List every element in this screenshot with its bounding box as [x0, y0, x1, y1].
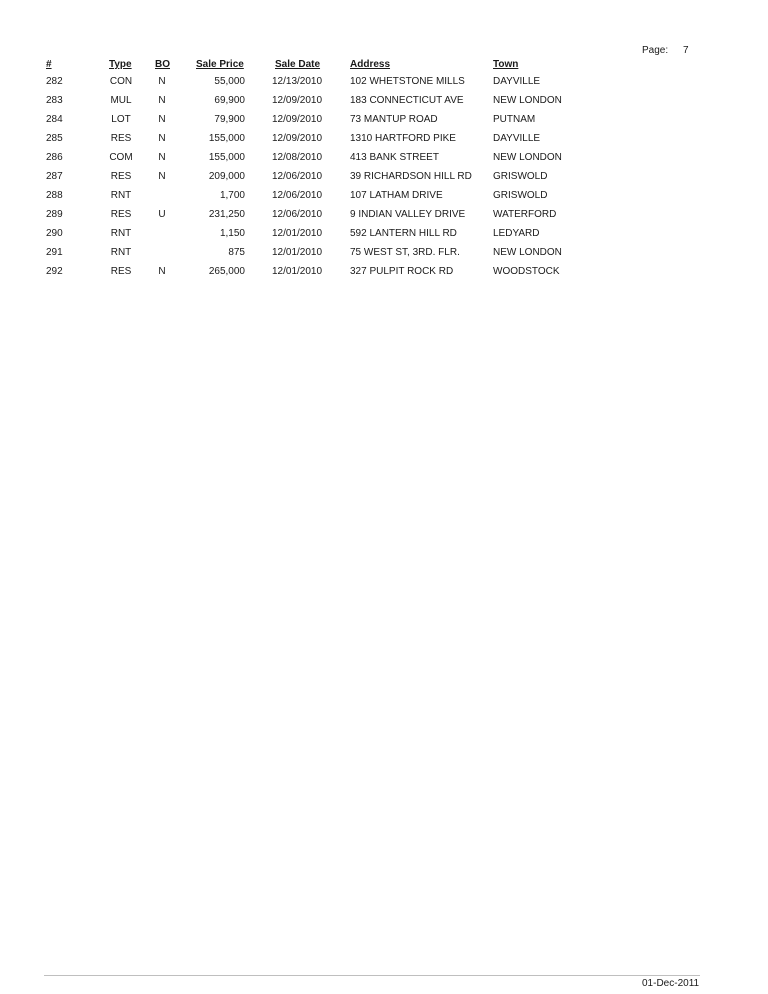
cell-address: 39 RICHARDSON HILL RD — [350, 171, 472, 182]
cell-type: RES — [110, 266, 132, 277]
cell-town: PUTNAM — [493, 114, 536, 125]
cell-sale-date: 12/09/2010 — [272, 114, 323, 125]
cell-address: 9 INDIAN VALLEY DRIVE — [350, 209, 466, 220]
cell-sale-date: 12/01/2010 — [272, 247, 323, 258]
cell-sale-price: 55,000 — [214, 76, 245, 87]
cell-town: NEW LONDON — [493, 152, 562, 163]
cell-address: 327 PULPIT ROCK RD — [350, 266, 454, 277]
cell-type: RNT — [110, 228, 132, 239]
cell-bo: N — [158, 76, 166, 87]
cell-bo: N — [158, 114, 166, 125]
cell-num: 284 — [46, 114, 63, 125]
cell-num: 292 — [46, 266, 63, 277]
page-number: 7 — [683, 45, 689, 56]
cell-bo: N — [158, 133, 166, 144]
cell-bo: U — [158, 209, 166, 220]
cell-bo: N — [158, 171, 166, 182]
cell-address: 183 CONNECTICUT AVE — [350, 95, 464, 106]
cell-address: 75 WEST ST, 3RD. FLR. — [350, 247, 460, 258]
cell-sale-price: 155,000 — [208, 133, 245, 144]
cell-type: RNT — [110, 190, 132, 201]
cell-sale-date: 12/08/2010 — [272, 152, 323, 163]
cell-bo: N — [158, 152, 166, 163]
cell-town: WOODSTOCK — [493, 266, 560, 277]
cell-address: 107 LATHAM DRIVE — [350, 190, 443, 201]
cell-num: 291 — [46, 247, 63, 258]
cell-address: 413 BANK STREET — [350, 152, 439, 163]
cell-sale-date: 12/09/2010 — [272, 95, 323, 106]
cell-num: 283 — [46, 95, 63, 106]
cell-type: CON — [109, 76, 133, 87]
cell-sale-date: 12/06/2010 — [272, 209, 323, 220]
cell-sale-date: 12/06/2010 — [272, 171, 323, 182]
page-label: Page: — [642, 45, 669, 56]
cell-sale-date: 12/01/2010 — [272, 228, 323, 239]
cell-address: 1310 HARTFORD PIKE — [350, 133, 456, 144]
cell-bo: N — [158, 266, 166, 277]
cell-num: 290 — [46, 228, 63, 239]
cell-town: NEW LONDON — [493, 95, 562, 106]
cell-num: 285 — [46, 133, 63, 144]
header-type: Type — [109, 59, 132, 70]
cell-town: WATERFORD — [493, 209, 557, 220]
cell-sale-date: 12/06/2010 — [272, 190, 323, 201]
cell-type: RES — [110, 209, 132, 220]
cell-sale-price: 231,250 — [208, 209, 245, 220]
cell-address: 592 LANTERN HILL RD — [350, 228, 457, 239]
cell-type: RES — [110, 133, 132, 144]
cell-type: RNT — [110, 247, 132, 258]
cell-sale-price: 209,000 — [208, 171, 245, 182]
cell-sale-price: 79,900 — [214, 114, 245, 125]
footer-date: 01-Dec-2011 — [642, 978, 700, 989]
cell-sale-price: 1,150 — [219, 228, 245, 239]
cell-town: GRISWOLD — [493, 171, 548, 182]
header-town: Town — [493, 59, 519, 70]
cell-num: 289 — [46, 209, 63, 220]
cell-type: MUL — [110, 95, 132, 106]
cell-num: 288 — [46, 190, 63, 201]
cell-sale-date: 12/09/2010 — [272, 133, 323, 144]
cell-town: GRISWOLD — [493, 190, 548, 201]
cell-type: LOT — [111, 114, 131, 125]
header-bo: BO — [155, 59, 170, 70]
cell-sale-price: 265,000 — [208, 266, 245, 277]
cell-bo: N — [158, 95, 166, 106]
footer-divider — [44, 975, 700, 976]
cell-num: 282 — [46, 76, 63, 87]
cell-sale-price: 875 — [228, 247, 245, 258]
cell-town: DAYVILLE — [493, 133, 541, 144]
cell-town: DAYVILLE — [493, 76, 541, 87]
header-sale-date: Sale Date — [275, 59, 321, 70]
cell-num: 286 — [46, 152, 63, 163]
header-address: Address — [350, 59, 391, 70]
header-sale-price: Sale Price — [196, 59, 244, 70]
cell-address: 102 WHETSTONE MILLS — [350, 76, 465, 87]
cell-num: 287 — [46, 171, 63, 182]
cell-town: NEW LONDON — [493, 247, 562, 258]
cell-address: 73 MANTUP ROAD — [350, 114, 438, 125]
cell-sale-price: 155,000 — [208, 152, 245, 163]
header-num: # — [46, 59, 52, 70]
cell-sale-price: 69,900 — [214, 95, 245, 106]
cell-sale-date: 12/01/2010 — [272, 266, 323, 277]
cell-type: COM — [109, 152, 133, 163]
cell-sale-date: 12/13/2010 — [272, 76, 323, 87]
cell-town: LEDYARD — [493, 228, 540, 239]
cell-type: RES — [110, 171, 132, 182]
cell-sale-price: 1,700 — [219, 190, 245, 201]
